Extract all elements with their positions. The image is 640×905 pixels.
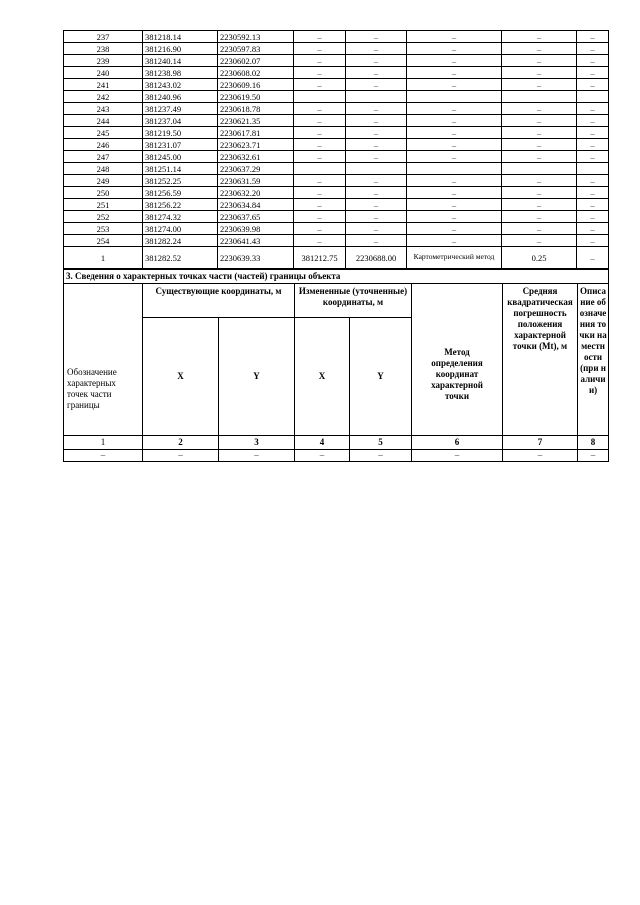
changed-y: – [346, 79, 407, 91]
method [407, 163, 502, 175]
error-value: – [502, 127, 577, 139]
point-x: 381243.02 [143, 79, 218, 91]
changed-y: – [346, 187, 407, 199]
point-number: 246 [64, 139, 143, 151]
error-value: – [502, 103, 577, 115]
col-number: 7 [503, 436, 578, 450]
changed-y: – [346, 115, 407, 127]
method: – [407, 235, 502, 247]
point-y: 2230597.83 [218, 43, 294, 55]
method: – [407, 43, 502, 55]
description: – [577, 175, 609, 187]
point-x: 381251.14 [143, 163, 218, 175]
error-value: – [502, 79, 577, 91]
table-row [64, 115, 609, 127]
header-description: Описание обозначения точки на местности (при наличии) [578, 284, 609, 436]
changed-x: – [294, 223, 346, 235]
point-number: 238 [64, 43, 143, 55]
col-number: 1 [64, 436, 143, 450]
description: – [577, 247, 609, 269]
table-row [64, 151, 609, 163]
header-existing: Существующие координаты, м [143, 284, 295, 318]
point-y: 2230631.59 [218, 175, 294, 187]
changed-y: – [346, 127, 407, 139]
header-y-changed: Y [350, 318, 412, 436]
changed-y: 2230688.00 [346, 247, 407, 269]
table-row [64, 91, 609, 103]
changed-y: – [346, 139, 407, 151]
point-number: 254 [64, 235, 143, 247]
point-number: 243 [64, 103, 143, 115]
changed-y: – [346, 175, 407, 187]
point-y: 2230621.35 [218, 115, 294, 127]
point-x: 381252.25 [143, 175, 218, 187]
error-value: – [502, 223, 577, 235]
point-x: 381219.50 [143, 127, 218, 139]
description: – [577, 223, 609, 235]
description: – [577, 139, 609, 151]
column-numbers-row [64, 436, 609, 450]
error-value: – [502, 31, 577, 43]
error-value: – [502, 67, 577, 79]
method: Картометрический метод [407, 247, 502, 269]
point-number: 1 [64, 247, 143, 269]
description: – [577, 55, 609, 67]
empty-cell: – [350, 450, 412, 462]
changed-y: – [346, 199, 407, 211]
col-number: 6 [412, 436, 503, 450]
point-number: 252 [64, 211, 143, 223]
document-sheet [63, 30, 608, 462]
point-x: 381282.24 [143, 235, 218, 247]
points-table-body [64, 31, 609, 247]
changed-x: 381212.75 [294, 247, 346, 269]
changed-x: – [294, 139, 346, 151]
point-y: 2230609.16 [218, 79, 294, 91]
point-x: 381237.04 [143, 115, 218, 127]
point-y: 2230632.61 [218, 151, 294, 163]
point-x: 381245.00 [143, 151, 218, 163]
empty-cell: – [578, 450, 609, 462]
point-x: 381274.00 [143, 223, 218, 235]
description: – [577, 103, 609, 115]
point-y: 2230637.29 [218, 163, 294, 175]
description: – [577, 187, 609, 199]
method: – [407, 211, 502, 223]
point-number: 244 [64, 115, 143, 127]
changed-x: – [294, 199, 346, 211]
point-x: 381216.90 [143, 43, 218, 55]
point-x: 381256.59 [143, 187, 218, 199]
point-y: 2230592.13 [218, 31, 294, 43]
point-x: 381237.49 [143, 103, 218, 115]
col-number: 3 [219, 436, 295, 450]
method: – [407, 199, 502, 211]
section3-table [63, 269, 609, 462]
error-value: – [502, 187, 577, 199]
method: – [407, 175, 502, 187]
table-row [64, 67, 609, 79]
point-number: 239 [64, 55, 143, 67]
changed-y: – [346, 31, 407, 43]
point-x: 381240.14 [143, 55, 218, 67]
section-title: 3. Сведения о характерных точках части (частей) границы объекта [64, 270, 609, 284]
changed-y: – [346, 151, 407, 163]
point-y: 2230634.84 [218, 199, 294, 211]
changed-y [346, 91, 407, 103]
method: – [407, 187, 502, 199]
point-number: 253 [64, 223, 143, 235]
changed-y: – [346, 235, 407, 247]
description: – [577, 151, 609, 163]
changed-y: – [346, 223, 407, 235]
point-y: 2230608.02 [218, 67, 294, 79]
method: – [407, 223, 502, 235]
method: – [407, 79, 502, 91]
changed-y: – [346, 67, 407, 79]
table-row [64, 139, 609, 151]
section-title-row [64, 270, 609, 284]
error-value: – [502, 151, 577, 163]
changed-x: – [294, 175, 346, 187]
description: – [577, 199, 609, 211]
col-number: 8 [578, 436, 609, 450]
header-changed: Измененные (уточненные) координаты, м [295, 284, 412, 318]
method: – [407, 151, 502, 163]
point-number: 248 [64, 163, 143, 175]
table-row [64, 103, 609, 115]
error-value: – [502, 115, 577, 127]
point-x: 381218.14 [143, 31, 218, 43]
table-row [64, 223, 609, 235]
header-method: Метод определения координат характерной точки [412, 284, 503, 436]
point-y: 2230641.43 [218, 235, 294, 247]
changed-y: – [346, 103, 407, 115]
method [407, 91, 502, 103]
changed-x [294, 163, 346, 175]
header-row [64, 284, 609, 318]
point-number: 240 [64, 67, 143, 79]
changed-x: – [294, 115, 346, 127]
changed-y: – [346, 55, 407, 67]
point-x: 381240.96 [143, 91, 218, 103]
description: – [577, 115, 609, 127]
table-row [64, 55, 609, 67]
error-value: – [502, 43, 577, 55]
empty-cell: – [143, 450, 219, 462]
description [577, 163, 609, 175]
changed-y [346, 163, 407, 175]
description: – [577, 211, 609, 223]
table-row [64, 175, 609, 187]
description: – [577, 235, 609, 247]
point-x: 381274.32 [143, 211, 218, 223]
changed-x: – [294, 127, 346, 139]
point-x: 381238.98 [143, 67, 218, 79]
point-x: 381256.22 [143, 199, 218, 211]
table-row [64, 235, 609, 247]
table-row [64, 31, 609, 43]
changed-x: – [294, 55, 346, 67]
empty-cell: – [503, 450, 578, 462]
point-number: 242 [64, 91, 143, 103]
point-x: 381282.52 [143, 247, 218, 269]
error-value [502, 163, 577, 175]
method: – [407, 127, 502, 139]
empty-cell: – [295, 450, 350, 462]
point-y: 2230623.71 [218, 139, 294, 151]
description: – [577, 79, 609, 91]
point-number: 251 [64, 199, 143, 211]
point-x: 381231.07 [143, 139, 218, 151]
points-table [63, 30, 609, 269]
error-value: – [502, 199, 577, 211]
method: – [407, 31, 502, 43]
point-number: 247 [64, 151, 143, 163]
error-value: – [502, 175, 577, 187]
point-y: 2230639.33 [218, 247, 294, 269]
header-y-existing: Y [219, 318, 295, 436]
empty-cell: – [219, 450, 295, 462]
method: – [407, 139, 502, 151]
description: – [577, 43, 609, 55]
changed-x: – [294, 187, 346, 199]
changed-x: – [294, 31, 346, 43]
table-row [64, 247, 609, 269]
header-x-changed: X [295, 318, 350, 436]
point-y: 2230637.65 [218, 211, 294, 223]
table-row [64, 79, 609, 91]
table-row [64, 187, 609, 199]
point-number: 249 [64, 175, 143, 187]
point-y: 2230618.78 [218, 103, 294, 115]
description: – [577, 127, 609, 139]
table-row [64, 199, 609, 211]
error-value [502, 91, 577, 103]
header-x-existing: X [143, 318, 219, 436]
error-value: – [502, 235, 577, 247]
col-number: 4 [295, 436, 350, 450]
description: – [577, 31, 609, 43]
point-number: 237 [64, 31, 143, 43]
description [577, 91, 609, 103]
changed-x: – [294, 211, 346, 223]
method: – [407, 115, 502, 127]
table-row [64, 211, 609, 223]
header-designation: Обозначение характерных точек части границы [64, 284, 143, 436]
changed-x [294, 91, 346, 103]
error-value: – [502, 139, 577, 151]
changed-x: – [294, 79, 346, 91]
table-row [64, 163, 609, 175]
error-value: 0.25 [502, 247, 577, 269]
error-value: – [502, 211, 577, 223]
changed-x: – [294, 151, 346, 163]
changed-x: – [294, 67, 346, 79]
col-number: 2 [143, 436, 219, 450]
changed-x: – [294, 103, 346, 115]
changed-y: – [346, 43, 407, 55]
point-number: 250 [64, 187, 143, 199]
table-row [64, 43, 609, 55]
table-row [64, 450, 609, 462]
point-y: 2230602.07 [218, 55, 294, 67]
method: – [407, 55, 502, 67]
header-error: Средняя квадратическая погрешность положения характерной точки (Mt), м [503, 284, 578, 436]
point-y: 2230617.81 [218, 127, 294, 139]
changed-x: – [294, 43, 346, 55]
description: – [577, 67, 609, 79]
point-y: 2230632.20 [218, 187, 294, 199]
point-number: 245 [64, 127, 143, 139]
changed-x: – [294, 235, 346, 247]
table-row [64, 127, 609, 139]
empty-cell: – [412, 450, 503, 462]
col-number: 5 [350, 436, 412, 450]
point-y: 2230619.50 [218, 91, 294, 103]
point-number: 241 [64, 79, 143, 91]
method: – [407, 67, 502, 79]
point-y: 2230639.98 [218, 223, 294, 235]
method: – [407, 103, 502, 115]
empty-cell: – [64, 450, 143, 462]
error-value: – [502, 55, 577, 67]
changed-y: – [346, 211, 407, 223]
